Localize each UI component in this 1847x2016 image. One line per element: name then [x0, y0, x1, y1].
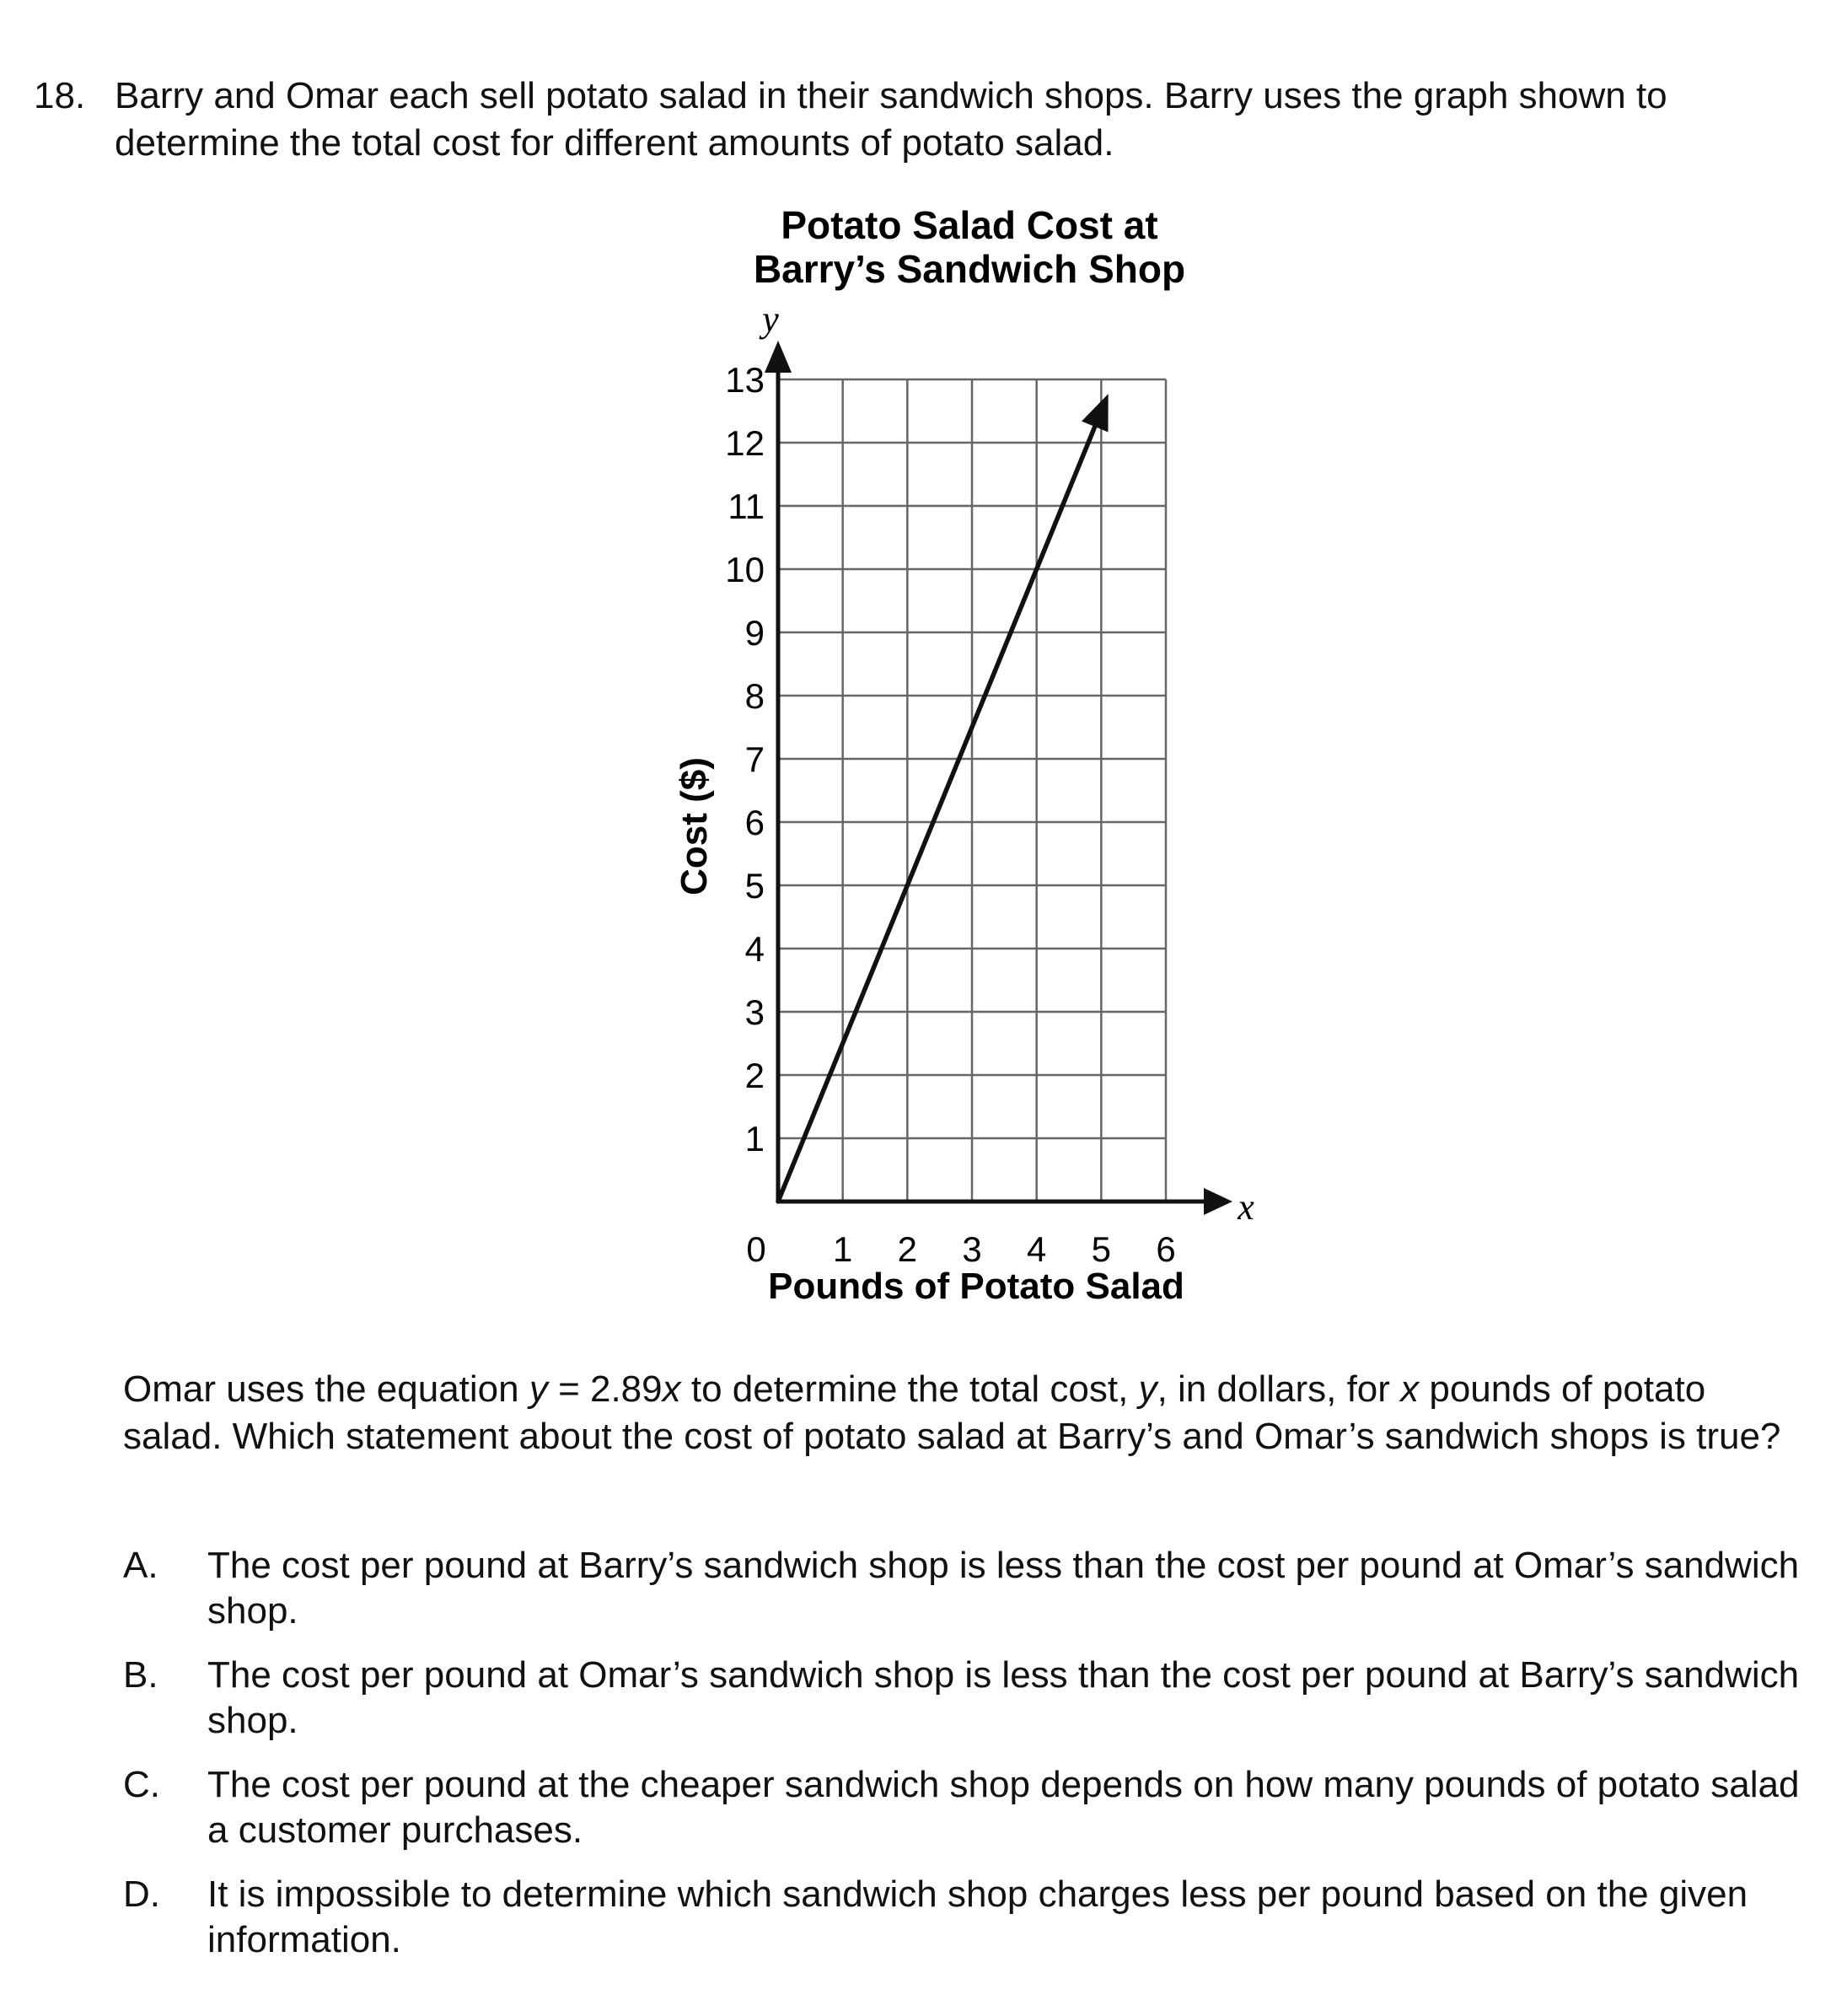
y-tick-label: 5 — [744, 866, 765, 906]
x-axis-label: Pounds of Potato Salad — [768, 1266, 1184, 1307]
x-axis-variable: x — [1238, 1186, 1254, 1228]
choice-letter: D. — [123, 1874, 160, 1915]
x-tick-label: 6 — [1156, 1229, 1176, 1269]
choice-letter: C. — [123, 1764, 160, 1805]
stem-equation-x: x — [662, 1368, 681, 1410]
choice-letter: B. — [123, 1654, 158, 1696]
x-tick-label: 1 — [832, 1229, 853, 1269]
y-axis-label: Cost ($) — [674, 757, 715, 895]
stem-var-y: y — [1138, 1368, 1157, 1410]
choice-text: The cost per pound at Omar’s sandwich shop is less than the cost per pound at Barry’s sandwich shop. — [207, 1654, 1800, 1741]
y-tick-label: 12 — [725, 423, 765, 463]
y-tick-label: 4 — [744, 929, 765, 969]
chart-title-line-2: Barry’s Sandwich Shop — [753, 247, 1186, 291]
choice-text: It is impossible to determine which sandwich shop charges less per pound based on the given information. — [207, 1874, 1748, 1960]
y-tick-label: 1 — [744, 1119, 765, 1159]
series-arrowhead — [1082, 394, 1109, 432]
chart-tick-labels — [725, 360, 1175, 1269]
chart-series — [778, 394, 1109, 1202]
choice-b[interactable] — [123, 1653, 1809, 1744]
y-tick-label: 2 — [744, 1056, 765, 1095]
y-tick-label: 9 — [744, 613, 765, 653]
stem-equation-mid: = 2.89 — [547, 1368, 663, 1410]
stem-var-x: x — [1400, 1368, 1420, 1410]
chart-title-line-1: Potato Salad Cost at — [781, 203, 1158, 247]
y-tick-label: 10 — [725, 550, 765, 589]
x-tick-label: 2 — [897, 1229, 918, 1269]
y-axis-arrowhead — [765, 341, 792, 373]
y-axis-variable: y — [762, 298, 779, 340]
x-tick-label: 3 — [962, 1229, 982, 1269]
stem-part-1: Omar uses the equation — [123, 1368, 529, 1410]
chart-axes — [765, 341, 1232, 1215]
choice-text: The cost per pound at Barry’s sandwich shop is less than the cost per pound at Omar’s sandwich shop. — [207, 1545, 1800, 1632]
y-tick-label: 13 — [725, 360, 765, 400]
stem-part-2: to determine the total cost, — [680, 1368, 1139, 1410]
y-tick-label: 6 — [744, 803, 765, 842]
chart-grid — [778, 379, 1166, 1202]
choice-d[interactable] — [123, 1872, 1809, 1963]
x-tick-label: 4 — [1026, 1229, 1047, 1269]
answer-choices — [123, 1543, 1809, 1981]
y-tick-label: 7 — [744, 739, 765, 779]
x-tick-label: 0 — [746, 1229, 766, 1269]
y-tick-label: 3 — [744, 992, 765, 1032]
choice-c[interactable] — [123, 1762, 1809, 1853]
stem-equation-y: y — [529, 1368, 548, 1410]
y-tick-label: 11 — [728, 487, 765, 526]
choice-a[interactable] — [123, 1543, 1809, 1634]
choice-text: The cost per pound at the cheaper sandwich shop depends on how many pounds of potato salad a customer purchases. — [207, 1764, 1800, 1851]
stem-part-3: , in dollars, for — [1157, 1368, 1401, 1410]
x-axis-arrowhead — [1204, 1188, 1232, 1215]
question-intro: Barry and Omar each sell potato salad in their sandwich shops. Barry uses the graph shown to determine the total cost for different amounts of potato salad. — [115, 75, 1667, 164]
y-tick-label: 8 — [744, 676, 765, 716]
choice-letter: A. — [123, 1545, 158, 1586]
question-number: 18. — [34, 75, 86, 116]
question-stem — [123, 1366, 1801, 1460]
x-tick-label: 5 — [1091, 1229, 1112, 1269]
stem-part-4: pounds of potato salad. Which statement about the cost of potato salad at Barry’s and Omar’s sandwich shops is true? — [123, 1368, 1781, 1457]
series-line — [778, 427, 1095, 1202]
